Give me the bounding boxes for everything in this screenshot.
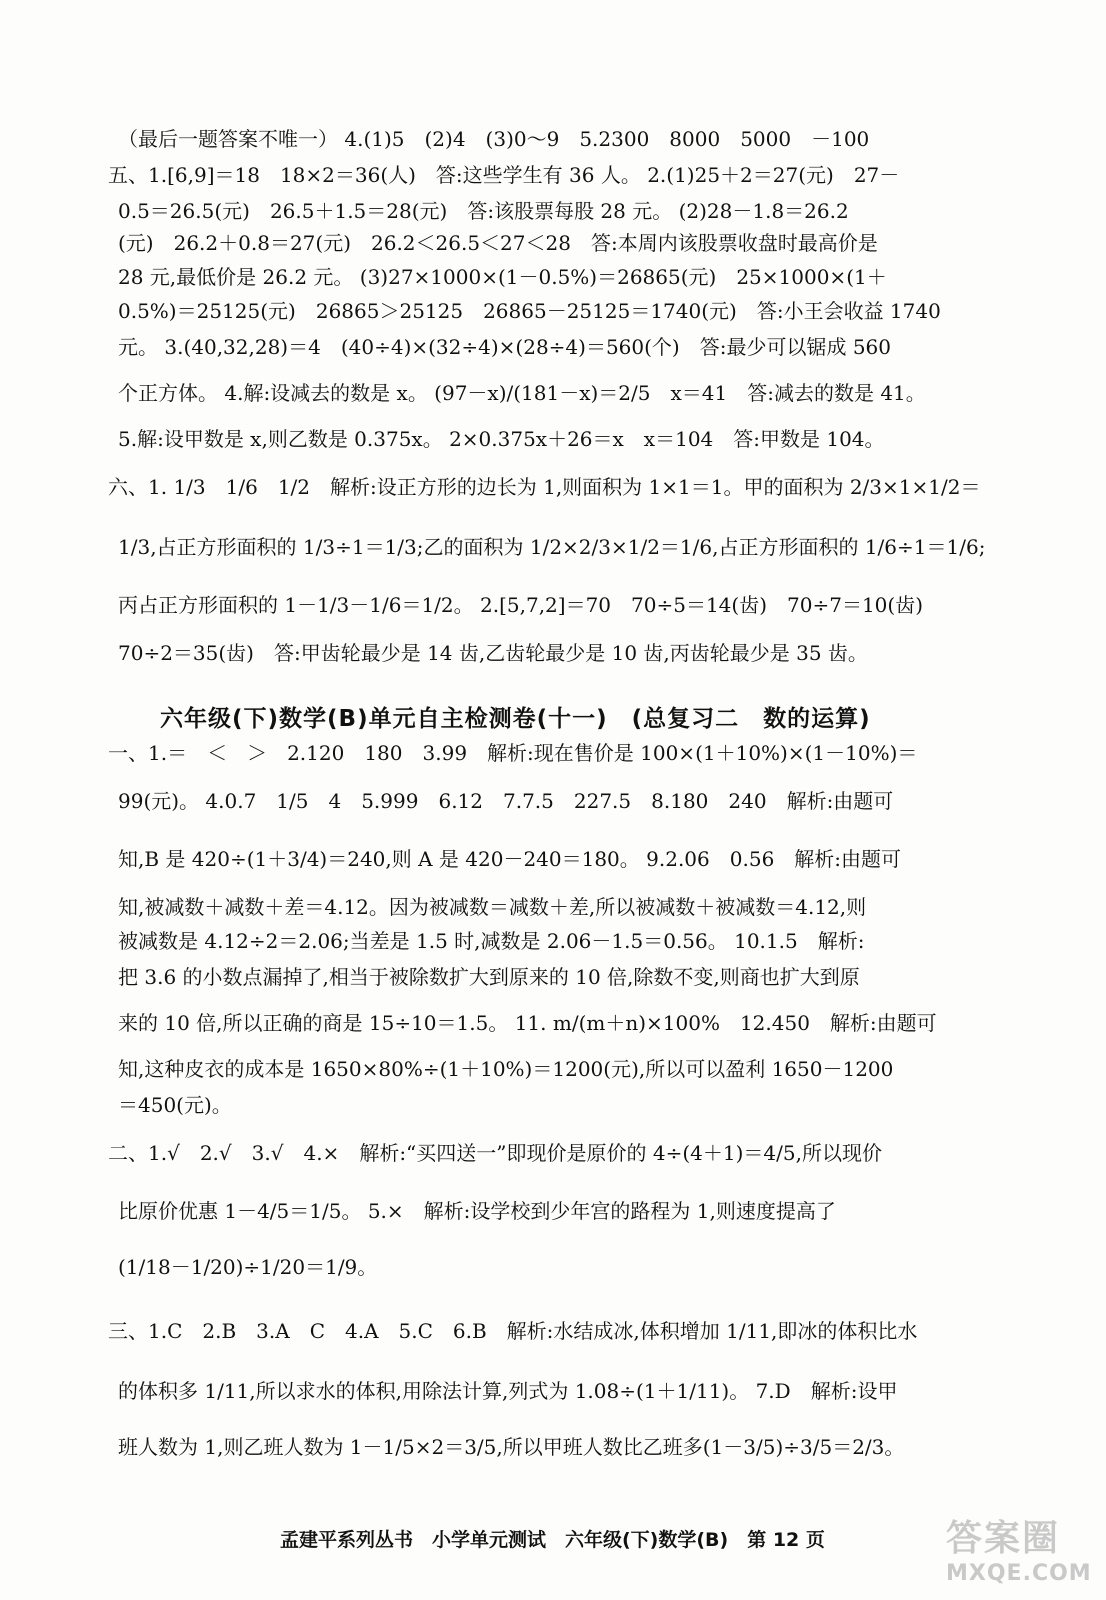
text-line: 来的 10 倍,所以正确的商是 15÷10＝1.5。 11. m/(m＋n)×100% 12.450 解析:由题可 — [118, 1011, 937, 1035]
text-line: 1/3,占正方形面积的 1/3÷1＝1/3;乙的面积为 1/2×2/3×1/2＝1/6,占正方形面积的 1/6÷1＝1/6; — [118, 535, 986, 559]
text-line: 的体积多 1/11,所以求水的体积,用除法计算,列式为 1.08÷(1＋1/11)。 7.D 解析:设甲 — [118, 1379, 898, 1403]
text-line: 丙占正方形面积的 1－1/3－1/6＝1/2。 2.[5,7,2]＝70 70÷5＝14(齿) 70÷7＝10(齿) — [118, 593, 923, 617]
text-line: 班人数为 1,则乙班人数为 1－1/5×2＝3/5,所以甲班人数比乙班多(1－3/5)÷3/5＝2/3。 — [118, 1435, 905, 1459]
text-line: 二、1.√ 2.√ 3.√ 4.× 解析:“买四送一”即现价是原价的 4÷(4＋1)＝4/5,所以现价 — [108, 1141, 882, 1165]
text-line: 知,这种皮衣的成本是 1650×80%÷(1＋10%)＝1200(元),所以可以盈利 1650－1200 — [118, 1057, 894, 1081]
text-line: 0.5%)＝25125(元) 26865＞25125 26865－25125＝1740(元) 答:小王会收益 1740 — [118, 299, 941, 323]
text-line: 比原价优惠 1－4/5＝1/5。 5.× 解析:设学校到少年宫的路程为 1,则速度提高了 — [118, 1199, 836, 1223]
text-line: 六、1. 1/3 1/6 1/2 解析:设正方形的边长为 1,则面积为 1×1＝1。甲的面积为 2/3×1×1/2＝ — [108, 475, 981, 499]
text-line: 三、1.C 2.B 3.A C 4.A 5.C 6.B 解析:水结成冰,体积增加 1/11,即冰的体积比水 — [108, 1319, 918, 1343]
text-line: ＝450(元)。 — [118, 1093, 232, 1117]
text-line: 99(元)。 4.0.7 1/5 4 5.999 6.12 7.7.5 227.5 8.180 240 解析:由题可 — [118, 789, 894, 813]
text-line: 知,被减数＋减数＋差＝4.12。因为被减数＝减数＋差,所以被减数＋被减数＝4.12,则 — [118, 895, 867, 919]
text-line: 个正方体。 4.解:设减去的数是 x。 (97－x)/(181－x)＝2/5 x＝41 答:减去的数是 41。 — [118, 381, 926, 405]
text-line: (元) 26.2＋0.8＝27(元) 26.2＜26.5＜27＜28 答:本周内该股票收盘时最高价是 — [118, 231, 878, 255]
text-line: 五、1.[6,9]＝18 18×2＝36(人) 答:这些学生有 36 人。 2.(1)25＋2＝27(元) 27－ — [108, 163, 900, 187]
text-line: 5.解:设甲数是 x,则乙数是 0.375x。 2×0.375x＋26＝x x＝104 答:甲数是 104。 — [118, 427, 885, 451]
page-footer: 孟建平系列丛书 小学单元测试 六年级(下)数学(B) 第 12 页 — [280, 1529, 825, 1551]
text-line: 28 元,最低价是 26.2 元。 (3)27×1000×(1－0.5%)＝26865(元) 25×1000×(1＋ — [118, 265, 887, 289]
watermark-logo — [946, 1510, 1092, 1590]
text-line: 知,B 是 420÷(1＋3/4)＝240,则 A 是 420－240＝180。 9.2.06 0.56 解析:由题可 — [118, 847, 902, 871]
text-line: （最后一题答案不唯一） 4.(1)5 (2)4 (3)0～9 5.2300 8000 5000 －100 — [118, 127, 870, 151]
text-line: 0.5＝26.5(元) 26.5＋1.5＝28(元) 答:该股票每股 28 元。 (2)28－1.8＝26.2 — [118, 199, 849, 223]
text-line: (1/18－1/20)÷1/20＝1/9。 — [118, 1255, 378, 1279]
watermark-bottom: MXQE.COM — [946, 1561, 1092, 1586]
text-line: 70÷2＝35(齿) 答:甲齿轮最少是 14 齿,乙齿轮最少是 10 齿,丙齿轮最少是 35 齿。 — [118, 641, 868, 665]
text-line: 把 3.6 的小数点漏掉了,相当于被除数扩大到原来的 10 倍,除数不变,则商也扩大到原 — [118, 965, 860, 989]
watermark-top: 答案圈 — [946, 1518, 1061, 1559]
section-heading: 六年级(下)数学(B)单元自主检测卷(十一) (总复习二 数的运算) — [160, 706, 871, 732]
text-line: 被减数是 4.12÷2＝2.06;当差是 1.5 时,减数是 2.06－1.5＝0.56。 10.1.5 解析: — [118, 929, 865, 953]
text-line: 一、1.＝ ＜ ＞ 2.120 180 3.99 解析:现在售价是 100×(1＋10%)×(1－10%)＝ — [108, 741, 918, 765]
text-line: 元。 3.(40,32,28)＝4 (40÷4)×(32÷4)×(28÷4)＝560(个) 答:最少可以锯成 560 — [118, 335, 892, 359]
